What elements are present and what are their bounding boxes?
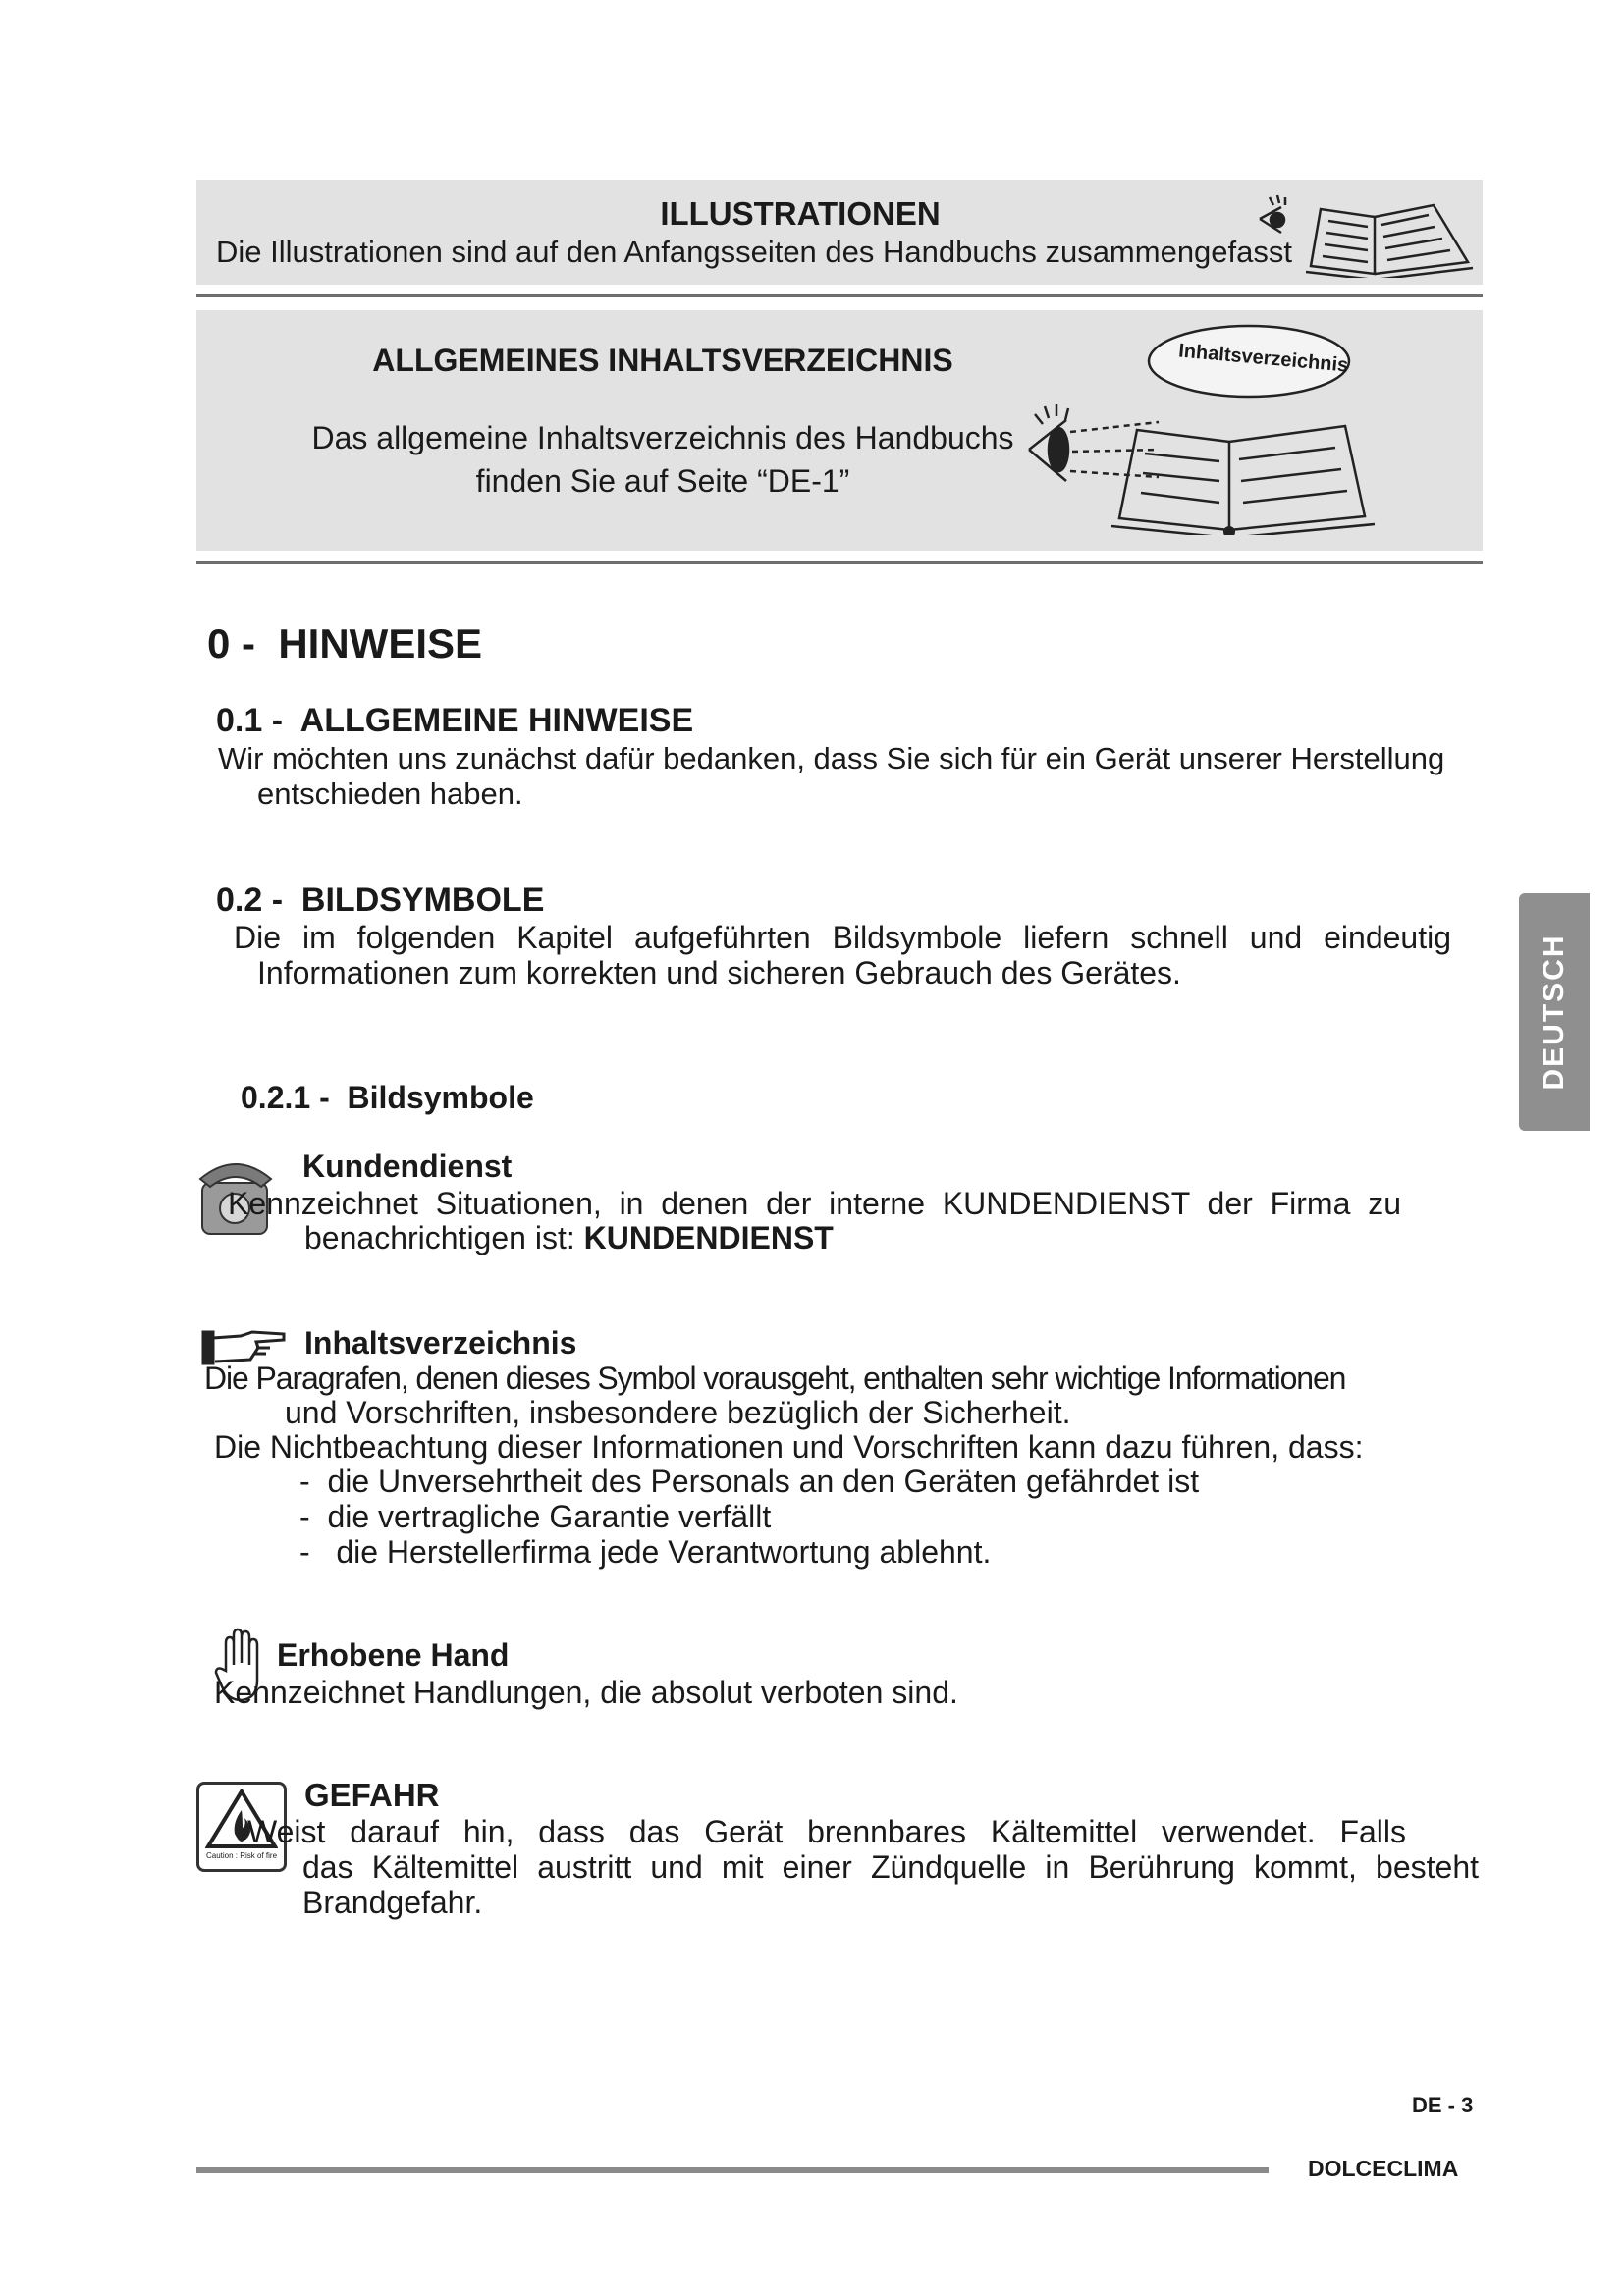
symbol-title: Kundendienst	[302, 1148, 513, 1184]
symbol-title: Erhobene Hand	[277, 1637, 510, 1673]
divider	[196, 294, 1483, 297]
section-heading: 0 - HINWEISE	[207, 620, 483, 667]
body-text-prefix: benachrichtigen ist:	[304, 1220, 584, 1255]
subsection-heading: 0.2 - BILDSYMBOLE	[216, 881, 545, 919]
toc-box	[196, 310, 1483, 551]
body-text: Brandgefahr.	[302, 1885, 483, 1920]
body-text: Informationen zum korrekten und sicheren Gebrauch des Gerätes.	[257, 955, 1181, 990]
subsection-heading: 0.1 - ALLGEMEINE HINWEISE	[216, 702, 694, 739]
footer-brand: DOLCECLIMA	[1308, 2156, 1459, 2181]
list-item: - die Unversehrtheit des Personals an den Geräten gefährdet ist	[299, 1464, 1200, 1499]
body-text: Die Nichtbeachtung dieser Informationen und Vorschriften kann dazu führen, dass:	[214, 1429, 1364, 1465]
book-eye-icon	[1252, 189, 1478, 278]
body-text: das Kältemittel austritt und mit einer Zündquelle in Berührung kommt, besteht	[302, 1849, 1479, 1885]
subsubsection-heading: 0.2.1 - Bildsymbole	[241, 1080, 534, 1115]
illustrations-text: Die Illustrationen sind auf den Anfangsseiten des Handbuchs zusammengefasst	[216, 235, 1293, 269]
body-text: Kennzeichnet Handlungen, die absolut verboten sind.	[214, 1675, 958, 1710]
body-text: Kennzeichnet Situationen, in denen der interne KUNDENDIENST der Firma zu	[228, 1186, 1401, 1221]
body-text: Die im folgenden Kapitel aufgeführten Bildsymbole liefern schnell und eindeutig	[234, 920, 1451, 955]
body-text-bold: KUNDENDIENST	[583, 1220, 834, 1255]
toc-title: ALLGEMEINES INHALTSVERZEICHNIS	[372, 343, 953, 378]
body-text	[304, 1220, 834, 1255]
body-text: entschieden haben.	[257, 776, 523, 811]
body-text: Weist darauf hin, dass das Gerät brennbares Kältemittel verwendet. Falls	[247, 1814, 1406, 1849]
body-text: Wir möchten uns zunächst dafür bedanken, dass Sie sich für ein Gerät unserer Herstellung	[218, 741, 1445, 775]
list-item: - die vertragliche Garantie verfällt	[299, 1499, 772, 1534]
symbol-title: Inhaltsverzeichnis	[304, 1325, 577, 1361]
language-tab	[1519, 893, 1590, 1131]
fire-sign-caption: Caution : Risk of fire	[205, 1851, 278, 1860]
symbol-title: GEFAHR	[304, 1777, 440, 1813]
toc-text-line1: Das allgemeine Inhaltsverzeichnis des Handbuchs	[311, 420, 1014, 455]
illustrations-title: ILLUSTRATIONEN	[660, 195, 941, 232]
footer-rule	[196, 2167, 1269, 2173]
toc-text-line2: finden Sie auf Seite “DE-1”	[475, 463, 850, 499]
toc-bubble-label: Inhaltsverzeichnis	[1177, 340, 1350, 377]
illustrations-box	[196, 180, 1483, 285]
page-number: DE - 3	[1412, 2093, 1474, 2117]
body-text: Die Paragrafen, denen dieses Symbol vorausgeht, enthalten sehr wichtige Informationen	[204, 1361, 1346, 1396]
list-item: - die Herstellerfirma jede Verantwortung ablehnt.	[299, 1534, 992, 1570]
language-tab-label: DEUTSCH	[1538, 934, 1570, 1091]
body-text: und Vorschriften, insbesondere bezüglich der Sicherheit.	[285, 1395, 1071, 1430]
divider	[196, 561, 1483, 564]
